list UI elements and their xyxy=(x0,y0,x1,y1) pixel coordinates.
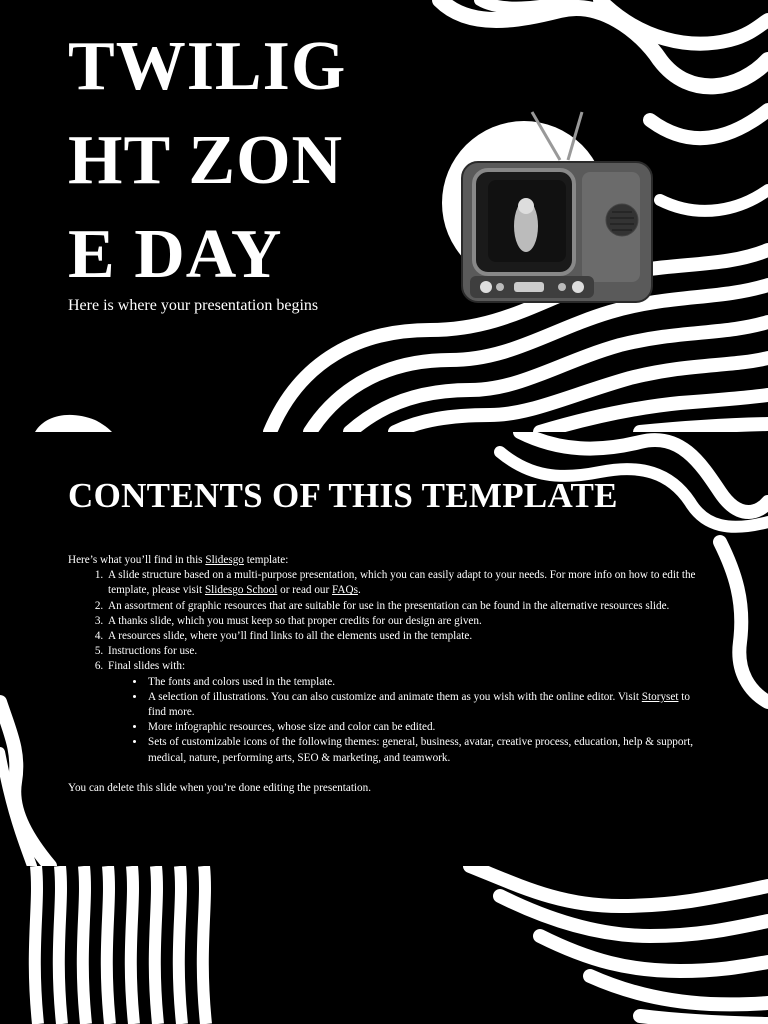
list-item: 1. A slide structure based on a multi-purpose presentation, which you can easily adapt to your needs. For more info on how to edit the template, please visit Slidesgo School or read our FAQs. xyxy=(106,568,708,598)
slide-title xyxy=(0,0,768,432)
intro-text: Here’s what you’ll find in this Slidesgo template: xyxy=(68,554,289,566)
list-item: 6. Final slides with: • The fonts and colors used in the template. • A selection of illustrations. You can also customize and animate them as you wish with the online editor. Visit Storyset to find more. • More infographic resources, whose size and color can be edited. • Sets of customizable icons of the following themes: general, business, avatar, creative process, education, help & support, medical, nature, performing arts, SEO & marketing, and teamwork. xyxy=(106,659,708,765)
wavy-stripes-decoration xyxy=(0,866,768,1024)
sublist-item: • Sets of customizable icons of the following themes: general, business, avatar, creative process, education, help & support, medical, nature, performing arts, SEO & marketing, and teamwork. xyxy=(146,735,708,765)
faqs-link[interactable]: FAQs xyxy=(332,584,358,597)
final-slides-sublist xyxy=(108,675,708,766)
retro-tv-illustration xyxy=(440,108,660,323)
slide-next-partial xyxy=(0,866,768,1024)
list-item: 4. A resources slide, where you’ll find links to all the elements used in the template. xyxy=(106,629,708,644)
contents-list xyxy=(68,568,708,766)
sublist-item: • The fonts and colors used in the template. xyxy=(146,675,708,690)
slidesgo-link[interactable]: Slidesgo xyxy=(205,554,244,566)
contents-body xyxy=(68,553,708,796)
list-item: 3. A thanks slide, which you must keep so that proper credits for our design are given. xyxy=(106,614,708,629)
slidesgo-school-link[interactable]: Slidesgo School xyxy=(204,584,278,597)
presentation-title: TWILIGHT ZONE DAY xyxy=(68,28,347,293)
list-item: 5. Instructions for use. xyxy=(106,644,708,659)
sublist-item: • More infographic resources, whose size and color can be edited. xyxy=(146,720,708,735)
sublist-item: • A selection of illustrations. You can also customize and animate them as you wish with the online editor. Visit Storyset to find more. xyxy=(146,690,708,720)
presentation-subtitle: Here is where your presentation begins xyxy=(68,297,319,314)
slide-contents xyxy=(0,432,768,866)
list-item: 2. An assortment of graphic resources that are suitable for use in the presentation can be found in the alternative resources slide. xyxy=(106,599,708,614)
contents-heading: CONTENTS OF THIS TEMPLATE xyxy=(68,476,618,515)
closing-text: You can delete this slide when you’re done editing the presentation. xyxy=(68,781,372,794)
storyset-link[interactable]: Storyset xyxy=(641,690,679,703)
